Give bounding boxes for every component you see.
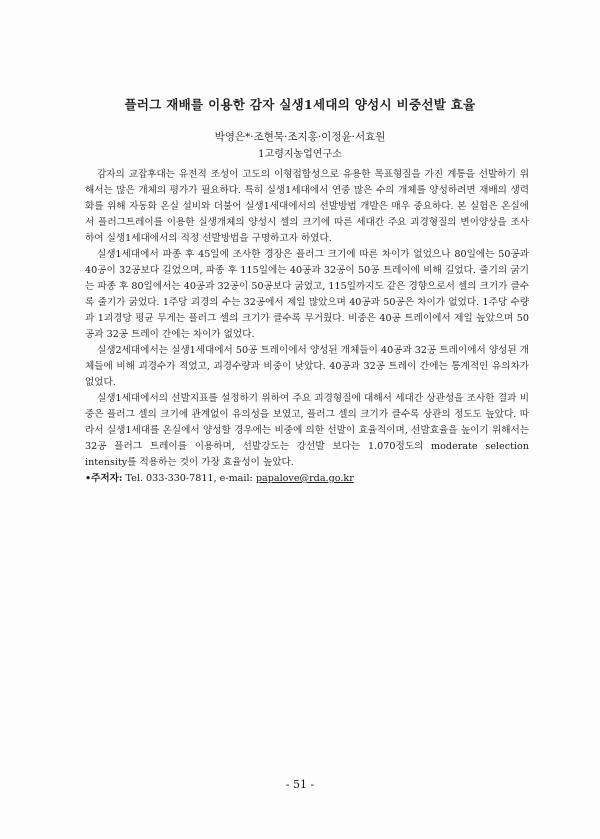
author-list: 박영은*·조현묵·조지홍·이정윤·서효원 xyxy=(214,131,386,143)
paragraph-conclusion: 실생1세대에서의 선발지표를 설정하기 위하여 주요 괴경형질에 대해서 세대간 상관성을 조사한 결과 비중은 플러그 셀의 크기에 관계없이 유의성을 보였고, 플러그 셀의 크기가 클수록 상관의 정도도 높았다. 따라서 실생1세대를 온실에서 양성할 경우에는 비중에 의한 선발이 효율적이며, 선발효율을 높이기 위해서는 32공 플러그 트레이를 이용하며, 선발강도는 강선발 보다는 1.070정도의 moderate selection intensity를 적용하는 것이 가장 효율성이 높았다. xyxy=(85,393,529,468)
abstract-body xyxy=(85,167,529,487)
paragraph-generation-1: 실생1세대에서 파종 후 45일에 조사한 경장은 플러그 크기에 따른 차이가 없었으나 80일에는 50공과 40공이 32공보다 길었으며, 파종 후 115일에는 40공과 32공이 50공 트레이에 비해 길었다. 줄기의 굵기는 파종 후 80일에서는 40공과 32공이 50공보다 굵었고, 115일까지도 같은 경향으로서 셀의 크기가 클수록 줄기가 굵었다. 1주당 괴경의 수는 32공에서 제일 많았으며 40공과 50공은 차이가 없었다. 1주당 수량과 1괴경당 평균 무게는 플러그 셀의 크기가 클수록 무거웠다. 비중은 40공 트레이에서 제일 높았으며 50공과 32공 트레이 간에는 차이가 없었다. xyxy=(85,249,529,340)
paragraph-generation-2: 실생2세대에서는 실생1세대에서 50공 트레이에서 양성된 개체들이 40공과 32공 트레이에서 양성된 개체들에 비해 괴경수가 적었고, 괴경수량과 비중이 낮았다. 40공과 32공 트레이 간에는 통계적인 유의차가 없었다. xyxy=(85,345,529,388)
affiliation: 1고령지농업연구소 xyxy=(258,149,342,160)
contact-label: •주저자: xyxy=(85,473,123,484)
page-number: - 51 - xyxy=(285,778,315,791)
contact-email[interactable]: papalove@rda.go.kr xyxy=(255,473,354,484)
corresponding-author xyxy=(85,471,529,487)
paragraph-intro: 감자의 교잡후대는 유전적 조성이 고도의 이형접합성으로 유용한 목표형질을 가진 계통을 선발하기 위해서는 많은 개체의 평가가 필요하다. 특히 실생1세대에서 연중 많은 수의 개체를 양성하려면 재배의 생력화를 위해 자동화 온실 설비와 더불어 실생1세대에서의 선발방법 개발은 매우 중요하다. 본 실험은 온실에서 플러그트레이를 이용한 실생개체의 양성시 셀의 크기에 따른 세대간 주요 괴경형질의 변이양상을 조사하여 실생1세대에서의 적정 선발방법을 구명하고자 하였다. xyxy=(85,169,529,244)
contact-tel: Tel. 033-330-7811, e-mail: xyxy=(125,473,253,484)
paper-title: 플러그 재배를 이용한 감자 실생1세대의 양성시 비중선발 효율 xyxy=(124,97,476,112)
